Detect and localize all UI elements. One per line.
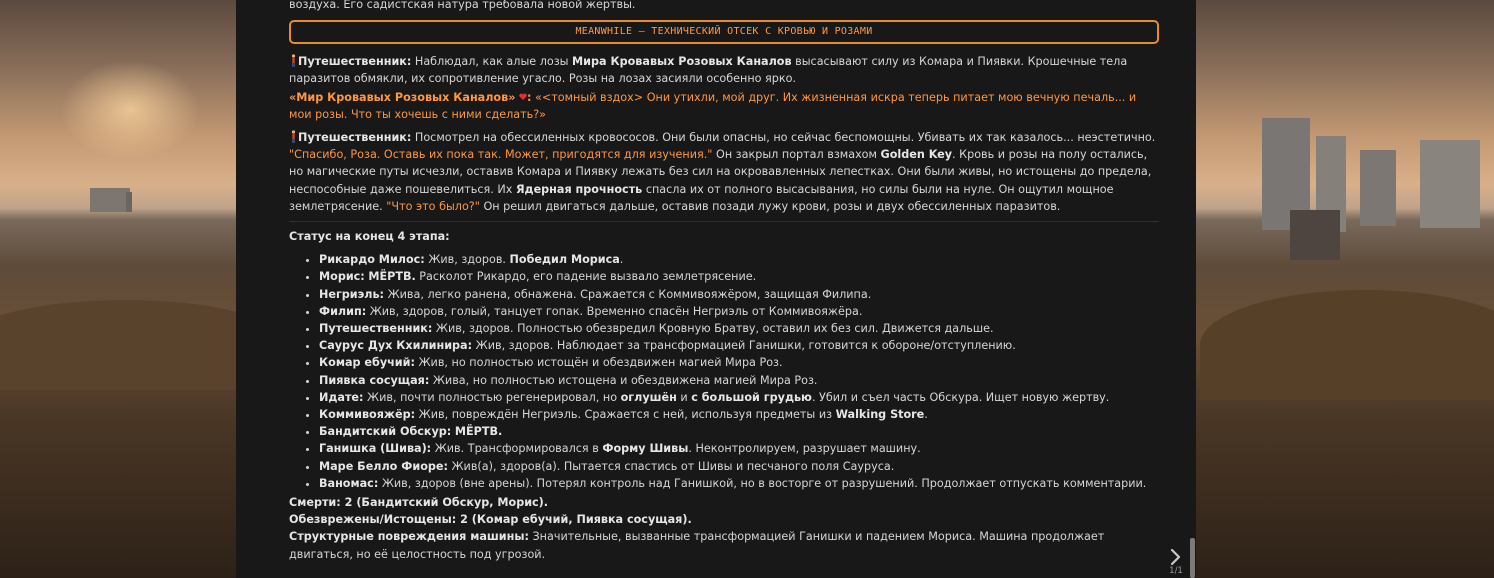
next-page-button[interactable] <box>1165 546 1185 568</box>
text-span: Расколот Рикардо, его падение вызвало землетрясение. <box>415 270 757 284</box>
char-name: Идате: <box>319 390 364 404</box>
text-span: Посмотрел на обессиленных кровососов. Они были опасны, но сейчас беспомощны. Убивать их так казалось... неэстетично. <box>411 131 1156 145</box>
text-span: Жива, но полностью истощена и обездвижена магией Мира Роз. <box>429 373 818 387</box>
ruin-left-tower <box>126 192 132 212</box>
text-span: . <box>924 408 928 422</box>
char-name: Саурус Дух Кхилинира: <box>319 339 473 353</box>
status-item <box>319 303 1159 320</box>
traveler-icon <box>289 54 298 67</box>
story-paragraph-1 <box>289 53 1159 87</box>
text-span: . Кровь и розы на полу остались, но магические путы исчезли, оставив Комара и Пиявку лежать без сил на окровавленных лепестках. Они были живы, но истощены до предела, неспособные даже пошевелиться. Их <box>289 148 1152 196</box>
text-span: Жив, но полностью истощён и обездвижен магией Мира Роз. <box>414 356 783 370</box>
status-heading-text: Статус на конец 4 этапа: <box>289 230 450 244</box>
sun-glow <box>60 60 200 160</box>
bold-span: с большой грудью <box>691 390 812 404</box>
char-name: Комар ебучий: <box>319 356 415 370</box>
text-span: . Убил и съел часть Обскура. Ищет новую жертву. <box>811 390 1110 404</box>
text-span: и <box>676 390 692 404</box>
scene-banner: MEANWHILE – ТЕХНИЧЕСКИЙ ОТСЕК С КРОВЬЮ И РОЗАМИ <box>289 20 1159 44</box>
status-item <box>319 389 1159 406</box>
text-span: Жив, почти полностью регенерировал, но <box>363 390 621 404</box>
traveler-icon <box>289 130 298 143</box>
chevron-right-icon <box>1165 546 1185 568</box>
text-span: . Неконтролируем, разрушает машину. <box>688 442 921 456</box>
status-item <box>319 440 1159 457</box>
text-span: Жив, здоров (вне арены). Потерял контроль над Ганишкой, но в восторге от разрушений. Продолжает отпускать комментарии. <box>378 476 1147 490</box>
bold-span: МЁРТВ. <box>368 270 416 284</box>
neutralized-summary <box>289 511 1159 528</box>
bold-span: МЁРТВ. <box>454 425 503 439</box>
text-span: Жив, здоров. Полностью обезвредил Кровную Братву, оставил их без сил. Движется дальше. <box>432 322 994 336</box>
text-span: Жива, легко ранена, обнажена. Сражается с Коммивояжёром, защищая Филипа. <box>384 287 872 301</box>
quote-span: "Спасибо, Роза. Оставь их пока так. Может, пригодятся для изучения." <box>289 148 713 162</box>
text-span: спасла их от полного высасывания, но силы были на нуле. Он ощутил мощное землетрясение. <box>289 182 1114 213</box>
text-span: Жив. Трансформировался в <box>431 442 603 456</box>
char-name: Негриэль: <box>319 287 385 301</box>
damage-label: Структурные повреждения машины: <box>289 530 529 544</box>
text-span: Жив(а), здоров(а). Пытается спастись от Шивы и песчаного поля Сауруса. <box>447 459 895 473</box>
char-name: Путешественник: <box>319 322 433 336</box>
damage-text: Значительные, вызванные трансформацией Ганишки и падением Мориса. Машина продолжает двигаться, но её целостность под угрозой. <box>289 530 1105 561</box>
text-span: Жив, повреждён Негриэль. Сражается с ней, используя предметы из <box>415 408 836 422</box>
status-item <box>319 286 1159 303</box>
neutralized-text: Обезврежены/Истощены: 2 (Комар ебучий, Пиявка сосущая). <box>289 513 692 527</box>
bold-span: Мира Кровавых Розовых Каналов <box>572 55 792 69</box>
story-lead-tail: воздуха. Его садистская натура требовала новой жертвы. <box>289 0 636 11</box>
chat-panel <box>236 0 1196 578</box>
status-item <box>319 475 1159 492</box>
speaker-traveler: Путешественник: <box>298 55 412 69</box>
text-span: Наблюдал, как алые лозы <box>411 55 573 69</box>
rose-speech: «<томный вздох> Они утихли, мой друг. Их жизненная искра теперь питает мою вечную печаль... и мои розы. Что ты хочешь с ними сделать?» <box>289 90 1137 121</box>
divider <box>289 221 1159 222</box>
status-item <box>319 337 1159 354</box>
text-span: . <box>619 253 624 267</box>
story-paragraph-3 <box>289 129 1159 215</box>
text-span: Он решил двигаться дальше, оставив позади лужу крови, розы и двух обессиленных паразитов. <box>479 199 1061 213</box>
text-span: Жив, здоров. <box>424 253 510 267</box>
status-item <box>319 251 1159 268</box>
bold-span: Форму Шивы <box>602 442 689 456</box>
status-item <box>319 268 1159 285</box>
status-item <box>319 423 1159 440</box>
damage-summary <box>289 528 1159 562</box>
story-paragraph-2 <box>289 89 1159 123</box>
heart-icon <box>519 93 527 101</box>
char-name: Бандитский Обскур: <box>319 425 452 439</box>
quote-span: "Что это было?" <box>386 199 480 213</box>
char-name: Филип: <box>319 304 367 318</box>
ruin-right-tower-4 <box>1420 140 1480 228</box>
char-name: Пиявка сосущая: <box>319 373 430 387</box>
ruin-left <box>90 188 130 212</box>
bold-span: Победил Мориса <box>509 253 620 267</box>
char-name: Маре Белло Фиоре: <box>319 459 448 473</box>
bold-span: Golden Key <box>880 148 953 162</box>
status-item <box>319 354 1159 371</box>
status-item <box>319 320 1159 337</box>
status-heading <box>289 228 1159 245</box>
status-list <box>289 251 1159 492</box>
status-item <box>319 406 1159 423</box>
char-name: Морис: <box>319 270 365 284</box>
status-item <box>319 372 1159 389</box>
text-span: Жив, здоров. Наблюдает за трансформацией Ганишки, готовится к обороне/отступлению. <box>472 339 1016 353</box>
bold-span: Ядерная прочность <box>515 182 643 196</box>
text-span: Он закрыл портал взмахом <box>712 148 881 162</box>
char-name: Ганишка (Шива): <box>319 442 432 456</box>
ruin-right-tower-3 <box>1360 150 1396 226</box>
colon-span: : <box>526 90 532 104</box>
deaths-text: Смерти: 2 (Бандитский Обскур, Морис). <box>289 496 549 510</box>
speaker-rose-world: «Мир Кровавых Розовых Каналов» <box>289 90 516 104</box>
page-counter: 1/1 <box>1169 566 1183 576</box>
deaths-summary <box>289 494 1159 511</box>
dune-right <box>1200 290 1494 400</box>
ruin-right-block <box>1290 210 1340 260</box>
bold-span: Walking Store <box>835 408 925 422</box>
text-span: Жив, здоров, голый, танцует гопак. Временно спасён Негриэль от Коммивояжёра. <box>366 304 863 318</box>
char-name: Рикардо Милос: <box>319 253 425 267</box>
char-name: Коммивояжёр: <box>319 408 416 422</box>
bold-span: оглушён <box>620 390 677 404</box>
speaker-traveler: Путешественник: <box>298 131 412 145</box>
scrollbar[interactable] <box>1190 538 1195 578</box>
message-content <box>289 0 1159 563</box>
text-span: высасывают силу из Комара и Пиявки. Крошечные тела паразитов обмякли, их сопротивление угасло. Розы на лозах засияли особенно ярко. <box>289 55 1128 86</box>
char-name: Ваномас: <box>319 476 379 490</box>
status-item <box>319 458 1159 475</box>
